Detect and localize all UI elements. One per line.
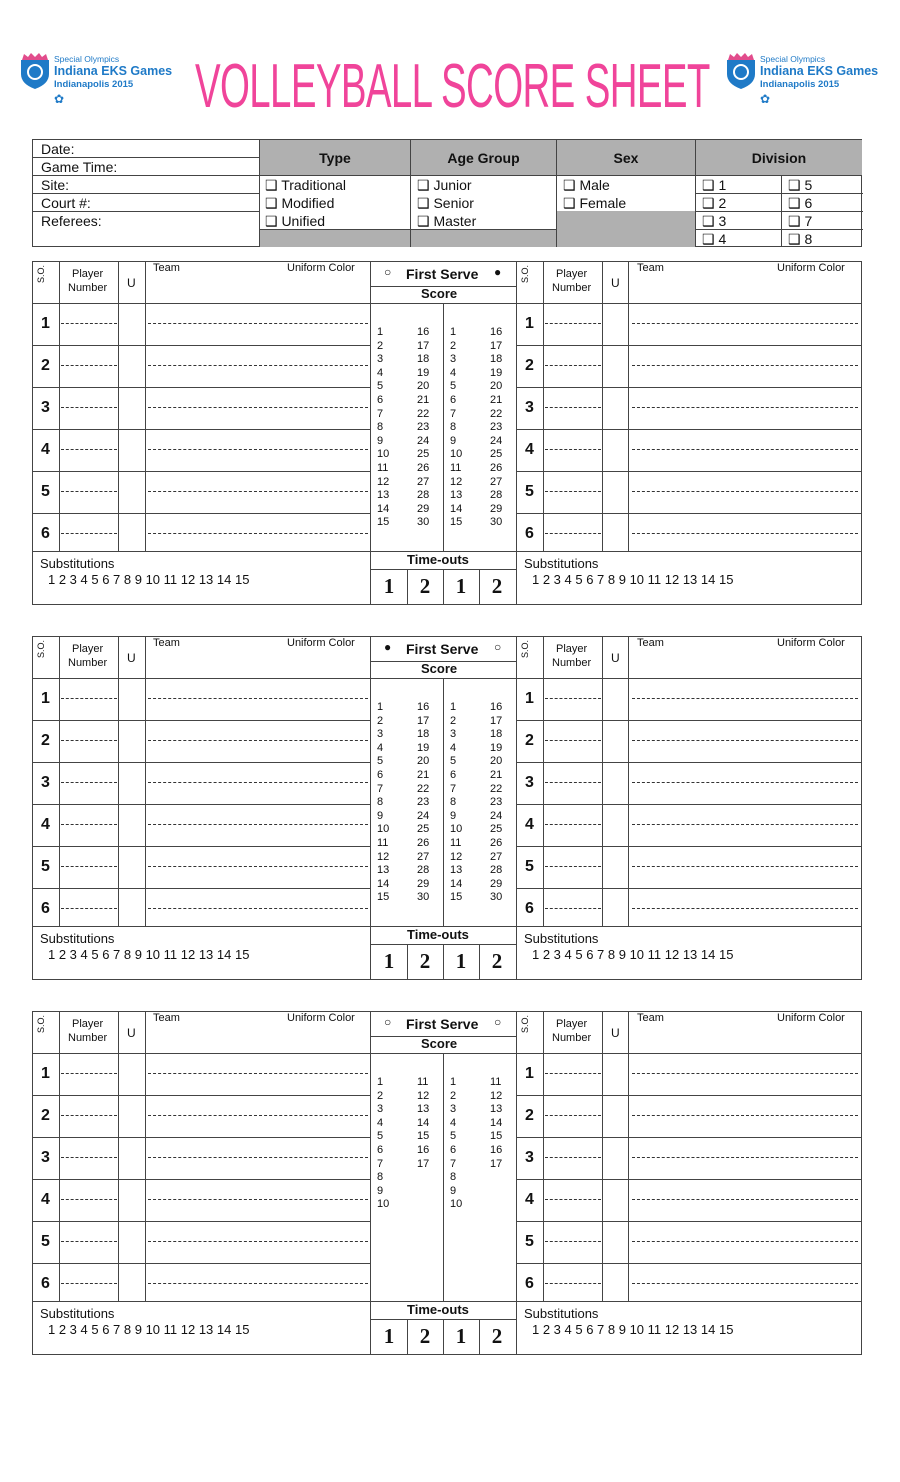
- substitutions-label-left: Substitutions: [40, 556, 115, 571]
- division-1-checkbox[interactable]: ❑ 1: [702, 177, 727, 193]
- date-label: Date:: [41, 141, 75, 157]
- so-header-left: S.O.: [36, 1014, 46, 1033]
- rotation-number: 6: [525, 525, 534, 542]
- type-unified-checkbox[interactable]: ❑ Unified: [265, 213, 326, 229]
- type-traditional-checkbox[interactable]: ❑ Traditional: [265, 177, 347, 193]
- team-player-line[interactable]: [148, 1115, 368, 1116]
- substitutions-label-right: Substitutions: [524, 931, 599, 946]
- timeout-box-2[interactable]: 2: [419, 574, 431, 598]
- uniform-color-header-right: Uniform Color: [777, 637, 845, 649]
- rotation-number: 5: [41, 858, 50, 875]
- player-header-left: Player: [72, 268, 104, 280]
- rotation-number: 3: [525, 774, 534, 791]
- rotation-number: 3: [525, 1149, 534, 1166]
- team-player-line[interactable]: [632, 1073, 858, 1074]
- so-header-right: S.O.: [520, 264, 530, 283]
- number-header-right: Number: [552, 1032, 592, 1044]
- score-column-right-a[interactable]: 1 2 3 4 5 6 7 8 9 10 11 12 13 14 15: [450, 326, 463, 529]
- substitution-numbers-right: 1 2 3 4 5 6 7 8 9 10 11 12 13 14 15: [532, 572, 734, 587]
- team-player-line[interactable]: [148, 1283, 368, 1284]
- number-header-left: Number: [68, 1032, 108, 1044]
- rotation-number: 4: [525, 1191, 534, 1208]
- timeout-box-1[interactable]: 1: [383, 949, 395, 973]
- uniform-color-header-left: Uniform Color: [287, 637, 355, 649]
- player-number-line[interactable]: [545, 1073, 601, 1074]
- rotation-number: 5: [525, 1233, 534, 1250]
- referees-label: Referees:: [41, 213, 102, 229]
- rotation-number: 2: [41, 357, 50, 374]
- player-number-line[interactable]: [61, 1283, 117, 1284]
- so-header-right: S.O.: [520, 1014, 530, 1033]
- so-header-left: S.O.: [36, 639, 46, 658]
- score-column-left-a[interactable]: 1 2 3 4 5 6 7 8 9 10 11 12 13 14 15: [377, 326, 390, 529]
- timeouts-header: Time-outs: [407, 552, 469, 567]
- flower-icon: ✿: [760, 92, 771, 106]
- player-number-line[interactable]: [61, 1241, 117, 1242]
- rotation-number: 6: [41, 525, 50, 542]
- u-header-right: U: [611, 651, 620, 665]
- substitution-numbers-left: 1 2 3 4 5 6 7 8 9 10 11 12 13 14 15: [48, 572, 250, 587]
- score-header: Score: [421, 1036, 458, 1051]
- substitutions-label-right: Substitutions: [524, 556, 599, 571]
- timeout-box-3[interactable]: 1: [455, 574, 467, 598]
- team-header-left: Team: [153, 637, 180, 649]
- team-player-line[interactable]: [632, 1241, 858, 1242]
- timeout-box-2[interactable]: 2: [419, 1324, 431, 1348]
- rotation-number: 5: [525, 483, 534, 500]
- timeout-box-3[interactable]: 1: [455, 1324, 467, 1348]
- timeouts-header: Time-outs: [407, 927, 469, 942]
- rotation-number: 4: [41, 1191, 50, 1208]
- score-column-right-a[interactable]: 1 2 3 4 5 6 7 8 9 10: [450, 1076, 463, 1211]
- u-header-left: U: [127, 1026, 136, 1040]
- timeouts-header: Time-outs: [407, 1302, 469, 1317]
- rotation-number: 6: [41, 900, 50, 917]
- timeout-box-1[interactable]: 1: [383, 574, 395, 598]
- score-header: Score: [421, 661, 458, 676]
- player-number-line[interactable]: [545, 1199, 601, 1200]
- substitution-numbers-left: 1 2 3 4 5 6 7 8 9 10 11 12 13 14 15: [48, 947, 250, 962]
- uniform-color-header-right: Uniform Color: [777, 1012, 845, 1024]
- player-number-line[interactable]: [545, 1157, 601, 1158]
- sex-male-checkbox[interactable]: ❑ Male: [563, 177, 610, 193]
- sex-female-checkbox[interactable]: ❑ Female: [563, 195, 627, 211]
- rotation-number: 4: [41, 816, 50, 833]
- so-header-right: S.O.: [520, 639, 530, 658]
- rotation-number: 5: [525, 858, 534, 875]
- rotation-number: 1: [41, 315, 50, 332]
- substitutions-label-left: Substitutions: [40, 1306, 115, 1321]
- rotation-number: 2: [525, 732, 534, 749]
- player-number-line[interactable]: [545, 1283, 601, 1284]
- rotation-number: 1: [41, 1065, 50, 1082]
- type-modified-checkbox[interactable]: ❑ Modified: [265, 195, 335, 211]
- uniform-color-header-left: Uniform Color: [287, 1012, 355, 1024]
- game-time-label: Game Time:: [41, 159, 118, 175]
- rotation-number: 6: [525, 1275, 534, 1292]
- flower-icon: ✿: [54, 92, 65, 106]
- substitutions-label-right: Substitutions: [524, 1306, 599, 1321]
- team-header-right: Team: [637, 637, 664, 649]
- serve-indicator-right[interactable]: ○: [494, 1015, 502, 1029]
- age-master-checkbox[interactable]: ❑ Master: [417, 213, 477, 229]
- logo-line-2: Indiana EKS Games: [54, 64, 173, 78]
- rotation-number: 1: [525, 690, 534, 707]
- division-4-checkbox[interactable]: ❑ 4: [702, 231, 727, 247]
- serve-indicator-left[interactable]: ●: [384, 640, 392, 654]
- logo-line-1: Special Olympics: [760, 54, 826, 64]
- team-player-line[interactable]: [632, 1199, 858, 1200]
- first-serve-label: First Serve: [406, 1016, 479, 1032]
- serve-indicator-right[interactable]: ●: [494, 265, 502, 279]
- rotation-number: 3: [41, 399, 50, 416]
- team-player-line[interactable]: [632, 1115, 858, 1116]
- player-header-left: Player: [72, 1018, 104, 1030]
- u-header-right: U: [611, 1026, 620, 1040]
- team-player-line[interactable]: [148, 1073, 368, 1074]
- score-column-left-b[interactable]: 11 12 13 14 15 16 17: [417, 1076, 430, 1170]
- rotation-number: 2: [41, 732, 50, 749]
- serve-indicator-right[interactable]: ○: [494, 640, 502, 654]
- age-junior-checkbox[interactable]: ❑ Junior: [417, 177, 472, 193]
- timeout-box-2[interactable]: 2: [419, 949, 431, 973]
- player-header-right: Player: [556, 643, 588, 655]
- rotation-number: 3: [41, 774, 50, 791]
- substitution-numbers-right: 1 2 3 4 5 6 7 8 9 10 11 12 13 14 15: [532, 1322, 734, 1337]
- player-number-line[interactable]: [61, 1115, 117, 1116]
- player-number-line[interactable]: [61, 1073, 117, 1074]
- team-player-line[interactable]: [148, 1157, 368, 1158]
- uniform-color-header-left: Uniform Color: [287, 262, 355, 274]
- team-player-line[interactable]: [632, 1283, 858, 1284]
- division-header: Division: [695, 140, 862, 176]
- score-column-left-b[interactable]: 16 17 18 19 20 21 22 23 24 25 26 27 28 29 30: [417, 701, 430, 904]
- age-group-header: Age Group: [410, 140, 556, 176]
- substitutions-label-left: Substitutions: [40, 931, 115, 946]
- timeout-box-4[interactable]: 2: [491, 574, 503, 598]
- player-header-left: Player: [72, 643, 104, 655]
- score-column-right-a[interactable]: 1 2 3 4 5 6 7 8 9 10 11 12 13 14 15: [450, 701, 463, 904]
- division-5-checkbox[interactable]: ❑ 5: [788, 177, 813, 193]
- team-header-left: Team: [153, 1012, 180, 1024]
- logo-line-1: Special Olympics: [54, 54, 120, 64]
- timeout-box-1[interactable]: 1: [383, 1324, 395, 1348]
- rotation-number: 4: [525, 441, 534, 458]
- first-serve-label: First Serve: [406, 641, 479, 657]
- division-2-checkbox[interactable]: ❑ 2: [702, 195, 727, 211]
- division-3-checkbox[interactable]: ❑ 3: [702, 213, 727, 229]
- number-header-left: Number: [68, 657, 108, 669]
- player-number-line[interactable]: [545, 1115, 601, 1116]
- site-label: Site:: [41, 177, 70, 193]
- division-7-checkbox[interactable]: ❑ 7: [788, 213, 813, 229]
- rotation-number: 2: [525, 357, 534, 374]
- number-header-right: Number: [552, 282, 592, 294]
- score-column-left-b[interactable]: 16 17 18 19 20 21 22 23 24 25 26 27 28 29 30: [417, 326, 430, 529]
- serve-indicator-left[interactable]: ○: [384, 265, 392, 279]
- timeout-box-4[interactable]: 2: [491, 949, 503, 973]
- number-header-left: Number: [68, 282, 108, 294]
- player-number-line[interactable]: [61, 1157, 117, 1158]
- score-header: Score: [421, 286, 458, 301]
- timeout-box-4[interactable]: 2: [491, 1324, 503, 1348]
- score-column-right-b[interactable]: 16 17 18 19 20 21 22 23 24 25 26 27 28 29 30: [490, 701, 503, 904]
- team-player-line[interactable]: [148, 1199, 368, 1200]
- age-senior-checkbox[interactable]: ❑ Senior: [417, 195, 474, 211]
- score-column-right-b[interactable]: 11 12 13 14 15 16 17: [490, 1076, 503, 1170]
- sex-header: Sex: [556, 140, 695, 176]
- timeout-box-3[interactable]: 1: [455, 949, 467, 973]
- rotation-number: 2: [41, 1107, 50, 1124]
- division-6-checkbox[interactable]: ❑ 6: [788, 195, 813, 211]
- rotation-number: 1: [525, 1065, 534, 1082]
- rotation-number: 6: [525, 900, 534, 917]
- score-column-left-a[interactable]: 1 2 3 4 5 6 7 8 9 10: [377, 1076, 390, 1211]
- rotation-number: 5: [41, 1233, 50, 1250]
- first-serve-label: First Serve: [406, 266, 479, 282]
- division-8-checkbox[interactable]: ❑ 8: [788, 231, 813, 247]
- team-player-line[interactable]: [632, 1157, 858, 1158]
- u-header-left: U: [127, 651, 136, 665]
- logo-line-3: Indianapolis 2015: [54, 79, 134, 90]
- rotation-number: 5: [41, 483, 50, 500]
- player-header-right: Player: [556, 268, 588, 280]
- logo-line-2: Indiana EKS Games: [760, 64, 879, 78]
- rotation-number: 1: [41, 690, 50, 707]
- rotation-number: 6: [41, 1275, 50, 1292]
- team-header-right: Team: [637, 262, 664, 274]
- serve-indicator-left[interactable]: ○: [384, 1015, 392, 1029]
- rotation-number: 4: [525, 816, 534, 833]
- player-number-line[interactable]: [545, 1241, 601, 1242]
- rotation-number: 3: [41, 1149, 50, 1166]
- player-header-right: Player: [556, 1018, 588, 1030]
- team-header-left: Team: [153, 262, 180, 274]
- rotation-number: 4: [41, 441, 50, 458]
- player-number-line[interactable]: [61, 1199, 117, 1200]
- logo-line-3: Indianapolis 2015: [760, 79, 840, 90]
- rotation-number: 2: [525, 1107, 534, 1124]
- type-header: Type: [259, 140, 410, 176]
- page-title: VOLLEYBALL SCORE SHEET: [195, 52, 710, 121]
- team-header-right: Team: [637, 1012, 664, 1024]
- rotation-number: 1: [525, 315, 534, 332]
- number-header-right: Number: [552, 657, 592, 669]
- court-label: Court #:: [41, 195, 91, 211]
- substitution-numbers-left: 1 2 3 4 5 6 7 8 9 10 11 12 13 14 15: [48, 1322, 250, 1337]
- so-header-left: S.O.: [36, 264, 46, 283]
- u-header-right: U: [611, 276, 620, 290]
- score-column-right-b[interactable]: 16 17 18 19 20 21 22 23 24 25 26 27 28 29 30: [490, 326, 503, 529]
- team-player-line[interactable]: [148, 1241, 368, 1242]
- substitution-numbers-right: 1 2 3 4 5 6 7 8 9 10 11 12 13 14 15: [532, 947, 734, 962]
- rotation-number: 3: [525, 399, 534, 416]
- u-header-left: U: [127, 276, 136, 290]
- uniform-color-header-right: Uniform Color: [777, 262, 845, 274]
- score-column-left-a[interactable]: 1 2 3 4 5 6 7 8 9 10 11 12 13 14 15: [377, 701, 390, 904]
